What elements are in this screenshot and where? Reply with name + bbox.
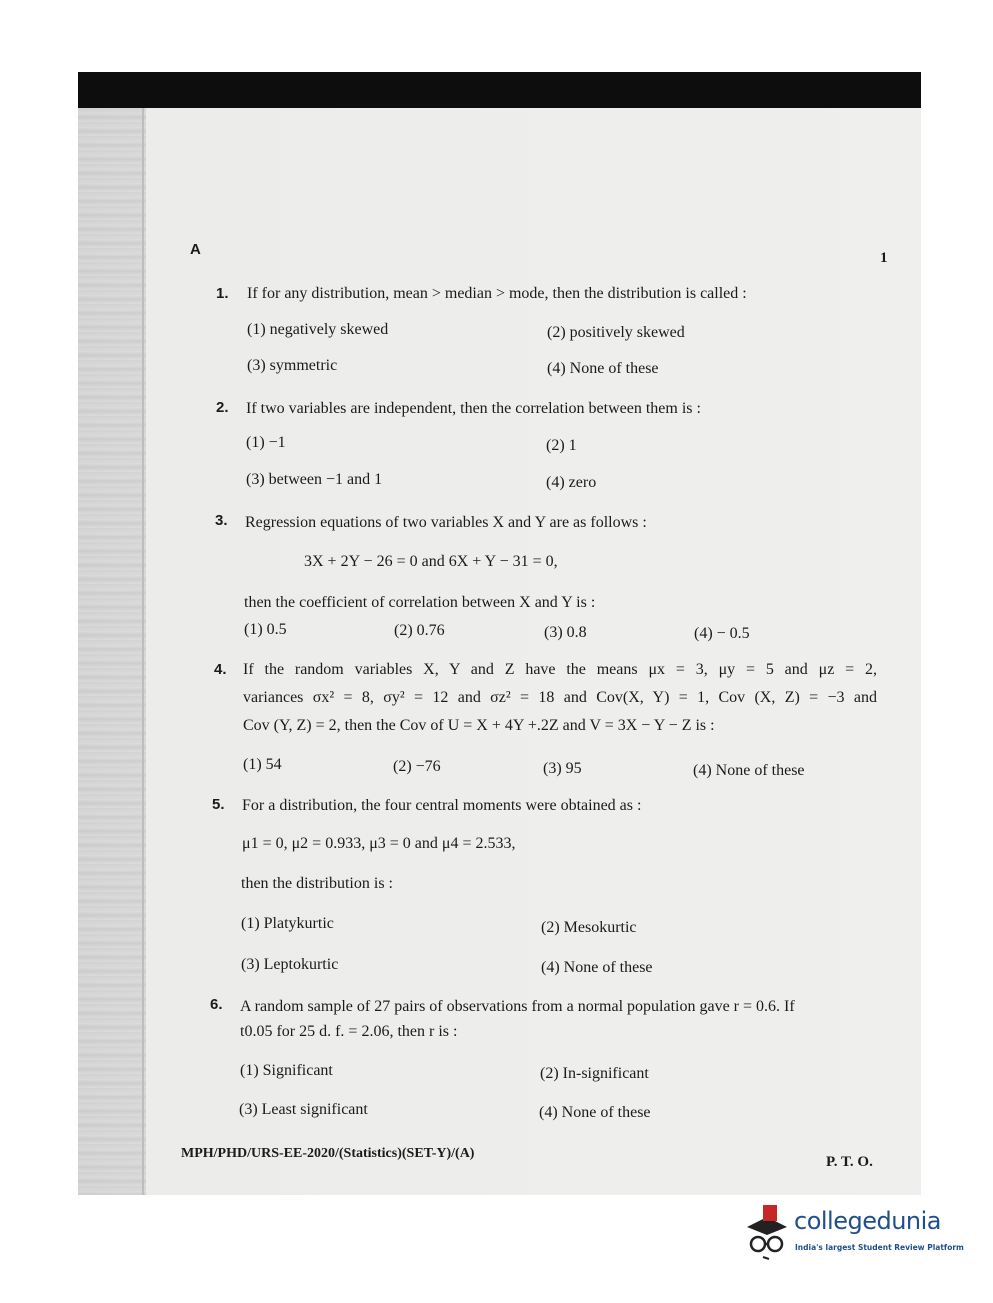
option-1: (1) negatively skewed (247, 321, 389, 338)
option-3: (3) 0.8 (544, 624, 587, 641)
option-2: (2) 1 (546, 437, 577, 454)
option-2: (2) positively skewed (547, 324, 685, 341)
collegedunia-tagline: India's largest Student Review Platform (795, 1243, 964, 1252)
question-text-continued: then the coefficient of correlation between X and Y is : (244, 594, 596, 611)
scan-spine-line (142, 108, 144, 1195)
option-4: (4) None of these (539, 1104, 651, 1121)
question-number: 5. (212, 796, 225, 813)
option-3: (3) Least significant (239, 1101, 368, 1118)
option-4: (4) − 0.5 (694, 625, 750, 642)
option-4: (4) None of these (547, 360, 659, 377)
question-text: A random sample of 27 pairs of observations from a normal population gave r = 0.6. If (240, 998, 795, 1015)
option-1: (1) Significant (240, 1062, 333, 1079)
option-4: (4) None of these (541, 959, 653, 976)
option-1: (1) Platykurtic (241, 915, 334, 932)
option-4: (4) zero (546, 474, 597, 491)
option-1: (1) 0.5 (244, 621, 287, 638)
question-text-continued: t0.05 for 25 d. f. = 2.06, then r is : (240, 1023, 458, 1040)
question-number: 2. (216, 399, 229, 416)
regression-equations: 3X + 2Y − 26 = 0 and 6X + Y − 31 = 0, (304, 553, 558, 570)
question-number: 3. (215, 512, 228, 529)
option-3: (3) symmetric (247, 357, 338, 374)
question-text: If the random variables X, Y and Z have the means μx = 3, μy = 5 and μz = 2, (243, 661, 877, 678)
scan-top-shadow (78, 72, 921, 108)
central-moments: μ1 = 0, μ2 = 0.933, μ3 = 0 and μ4 = 2.533, (242, 835, 516, 852)
question-text-continued: Cov (Y, Z) = 2, then the Cov of U = X + 4Y +.2Z and V = 3X − Y − Z is : (243, 717, 715, 734)
option-2: (2) In-significant (540, 1065, 649, 1082)
option-3: (3) 95 (543, 760, 582, 777)
option-3: (3) between −1 and 1 (246, 471, 383, 488)
option-2: (2) 0.76 (394, 622, 445, 639)
question-text: If two variables are independent, then the correlation between them is : (246, 400, 701, 417)
paper-code: MPH/PHD/URS-EE-2020/(Statistics)(SET-Y)/(A) (181, 1146, 475, 1161)
set-letter: A (190, 241, 201, 258)
collegedunia-brand: collegedunia (794, 1207, 942, 1235)
option-1: (1) −1 (246, 434, 286, 451)
scanned-page (78, 72, 921, 1195)
question-text-continued: then the distribution is : (241, 875, 393, 892)
question-text-variances: variances σx² = 8, σy² = 12 and σz² = 18 and Cov(X, Y) = 1, Cov (X, Z) = −3 and (243, 689, 877, 706)
question-text: Regression equations of two variables X and Y are as follows : (245, 514, 647, 531)
scan-binding-edge (78, 108, 146, 1195)
question-number: 4. (214, 661, 227, 678)
question-text: For a distribution, the four central moments were obtained as : (242, 797, 642, 814)
option-2: (2) Mesokurtic (541, 919, 637, 936)
question-number: 1. (216, 285, 229, 302)
pto-label: P. T. O. (826, 1154, 873, 1170)
page-number: 1 (880, 250, 888, 266)
question-number: 6. (210, 996, 223, 1013)
option-2: (2) −76 (393, 758, 441, 775)
option-3: (3) Leptokurtic (241, 956, 339, 973)
question-text: If for any distribution, mean > median > mode, then the distribution is called : (247, 285, 747, 302)
option-4: (4) None of these (693, 762, 805, 779)
option-1: (1) 54 (243, 756, 282, 773)
